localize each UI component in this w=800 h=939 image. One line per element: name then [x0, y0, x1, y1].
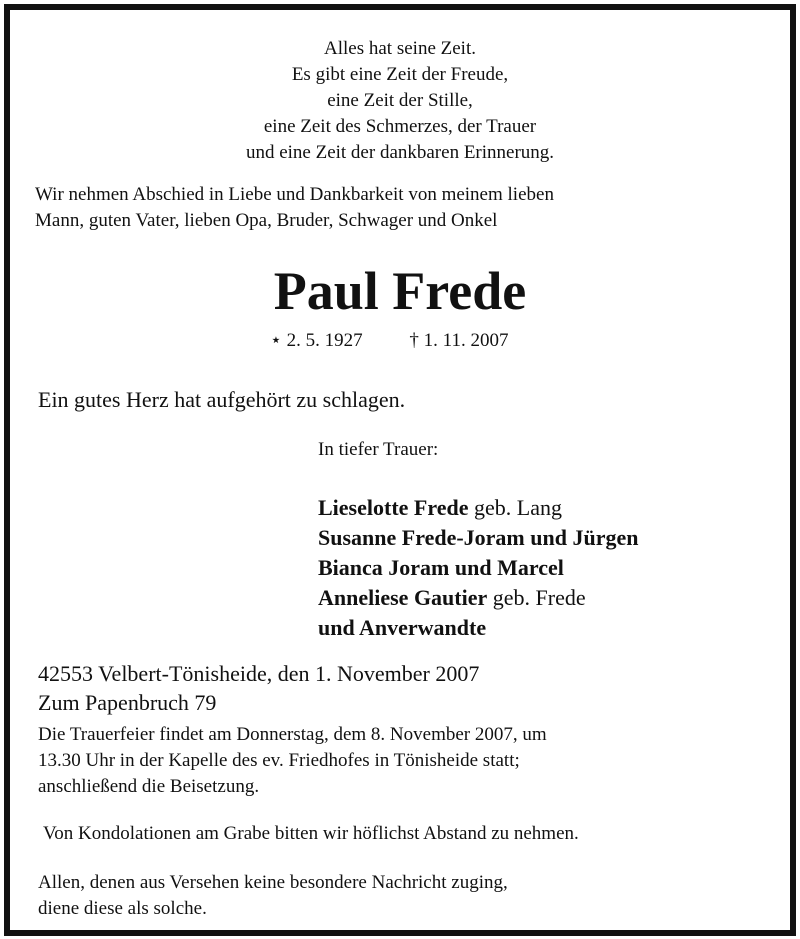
intro-line: Mann, guten Vater, lieben Opa, Bruder, Schwager und Onkel — [35, 210, 498, 231]
address — [38, 659, 778, 717]
death-date: † 1. 11. 2007 — [409, 330, 509, 351]
family-member-name: Lieselotte Frede — [318, 495, 469, 520]
address-line: 42553 Velbert-Tönisheide, den 1. November 2007 — [38, 661, 480, 686]
poem-line: eine Zeit des Schmerzes, der Trauer — [263, 116, 537, 137]
funeral-line: 13.30 Uhr in der Kapelle des ev. Friedhofes in Tönisheide statt; — [38, 750, 520, 771]
condolences-note: Von Kondolationen am Grabe bitten wir höflichst Abstand zu nehmen. — [43, 823, 579, 844]
family-member-name: Anneliese Gautier — [318, 585, 488, 610]
family-member-name: und Anverwandte — [318, 615, 487, 640]
obituary-frame — [4, 4, 796, 936]
family-member-note: geb. Lang — [468, 495, 562, 520]
notice-line: diene diese als solche. — [38, 898, 207, 919]
family-member-name: Susanne Frede-Joram und Jürgen — [318, 525, 639, 550]
poem-line: Es gibt eine Zeit der Freude, — [291, 64, 509, 85]
family-member — [318, 493, 638, 523]
address-line: Zum Papenbruch 79 — [38, 690, 217, 715]
funeral-info — [38, 722, 778, 800]
poem-line: Alles hat seine Zeit. — [324, 38, 476, 59]
birth-date: ⋆ 2. 5. 1927 — [270, 330, 363, 351]
poem-line: eine Zeit der Stille, — [327, 90, 473, 111]
family-list — [318, 493, 638, 643]
family-member-name: Bianca Joram und Marcel — [318, 555, 564, 580]
funeral-line: anschließend die Beisetzung. — [38, 776, 260, 797]
farewell-intro — [35, 182, 775, 234]
heart-line: Ein gutes Herz hat aufgehört zu schlagen. — [38, 387, 406, 412]
notice — [38, 870, 778, 922]
family-member — [318, 613, 638, 643]
life-dates — [270, 328, 670, 354]
mourning-label: In tiefer Trauer: — [318, 439, 439, 460]
deceased-name: Paul Frede — [273, 261, 527, 321]
intro-line: Wir nehmen Abschied in Liebe und Dankbarkeit von meinem lieben — [35, 184, 554, 205]
family-member — [318, 583, 638, 613]
family-member — [318, 523, 638, 553]
family-member — [318, 553, 638, 583]
poem-line: und eine Zeit der dankbaren Erinnerung. — [245, 142, 555, 163]
notice-line: Allen, denen aus Versehen keine besondere Nachricht zuging, — [38, 872, 508, 893]
family-member-note: geb. Frede — [487, 585, 586, 610]
poem — [10, 36, 790, 166]
funeral-line: Die Trauerfeier findet am Donnerstag, dem 8. November 2007, um — [38, 724, 547, 745]
